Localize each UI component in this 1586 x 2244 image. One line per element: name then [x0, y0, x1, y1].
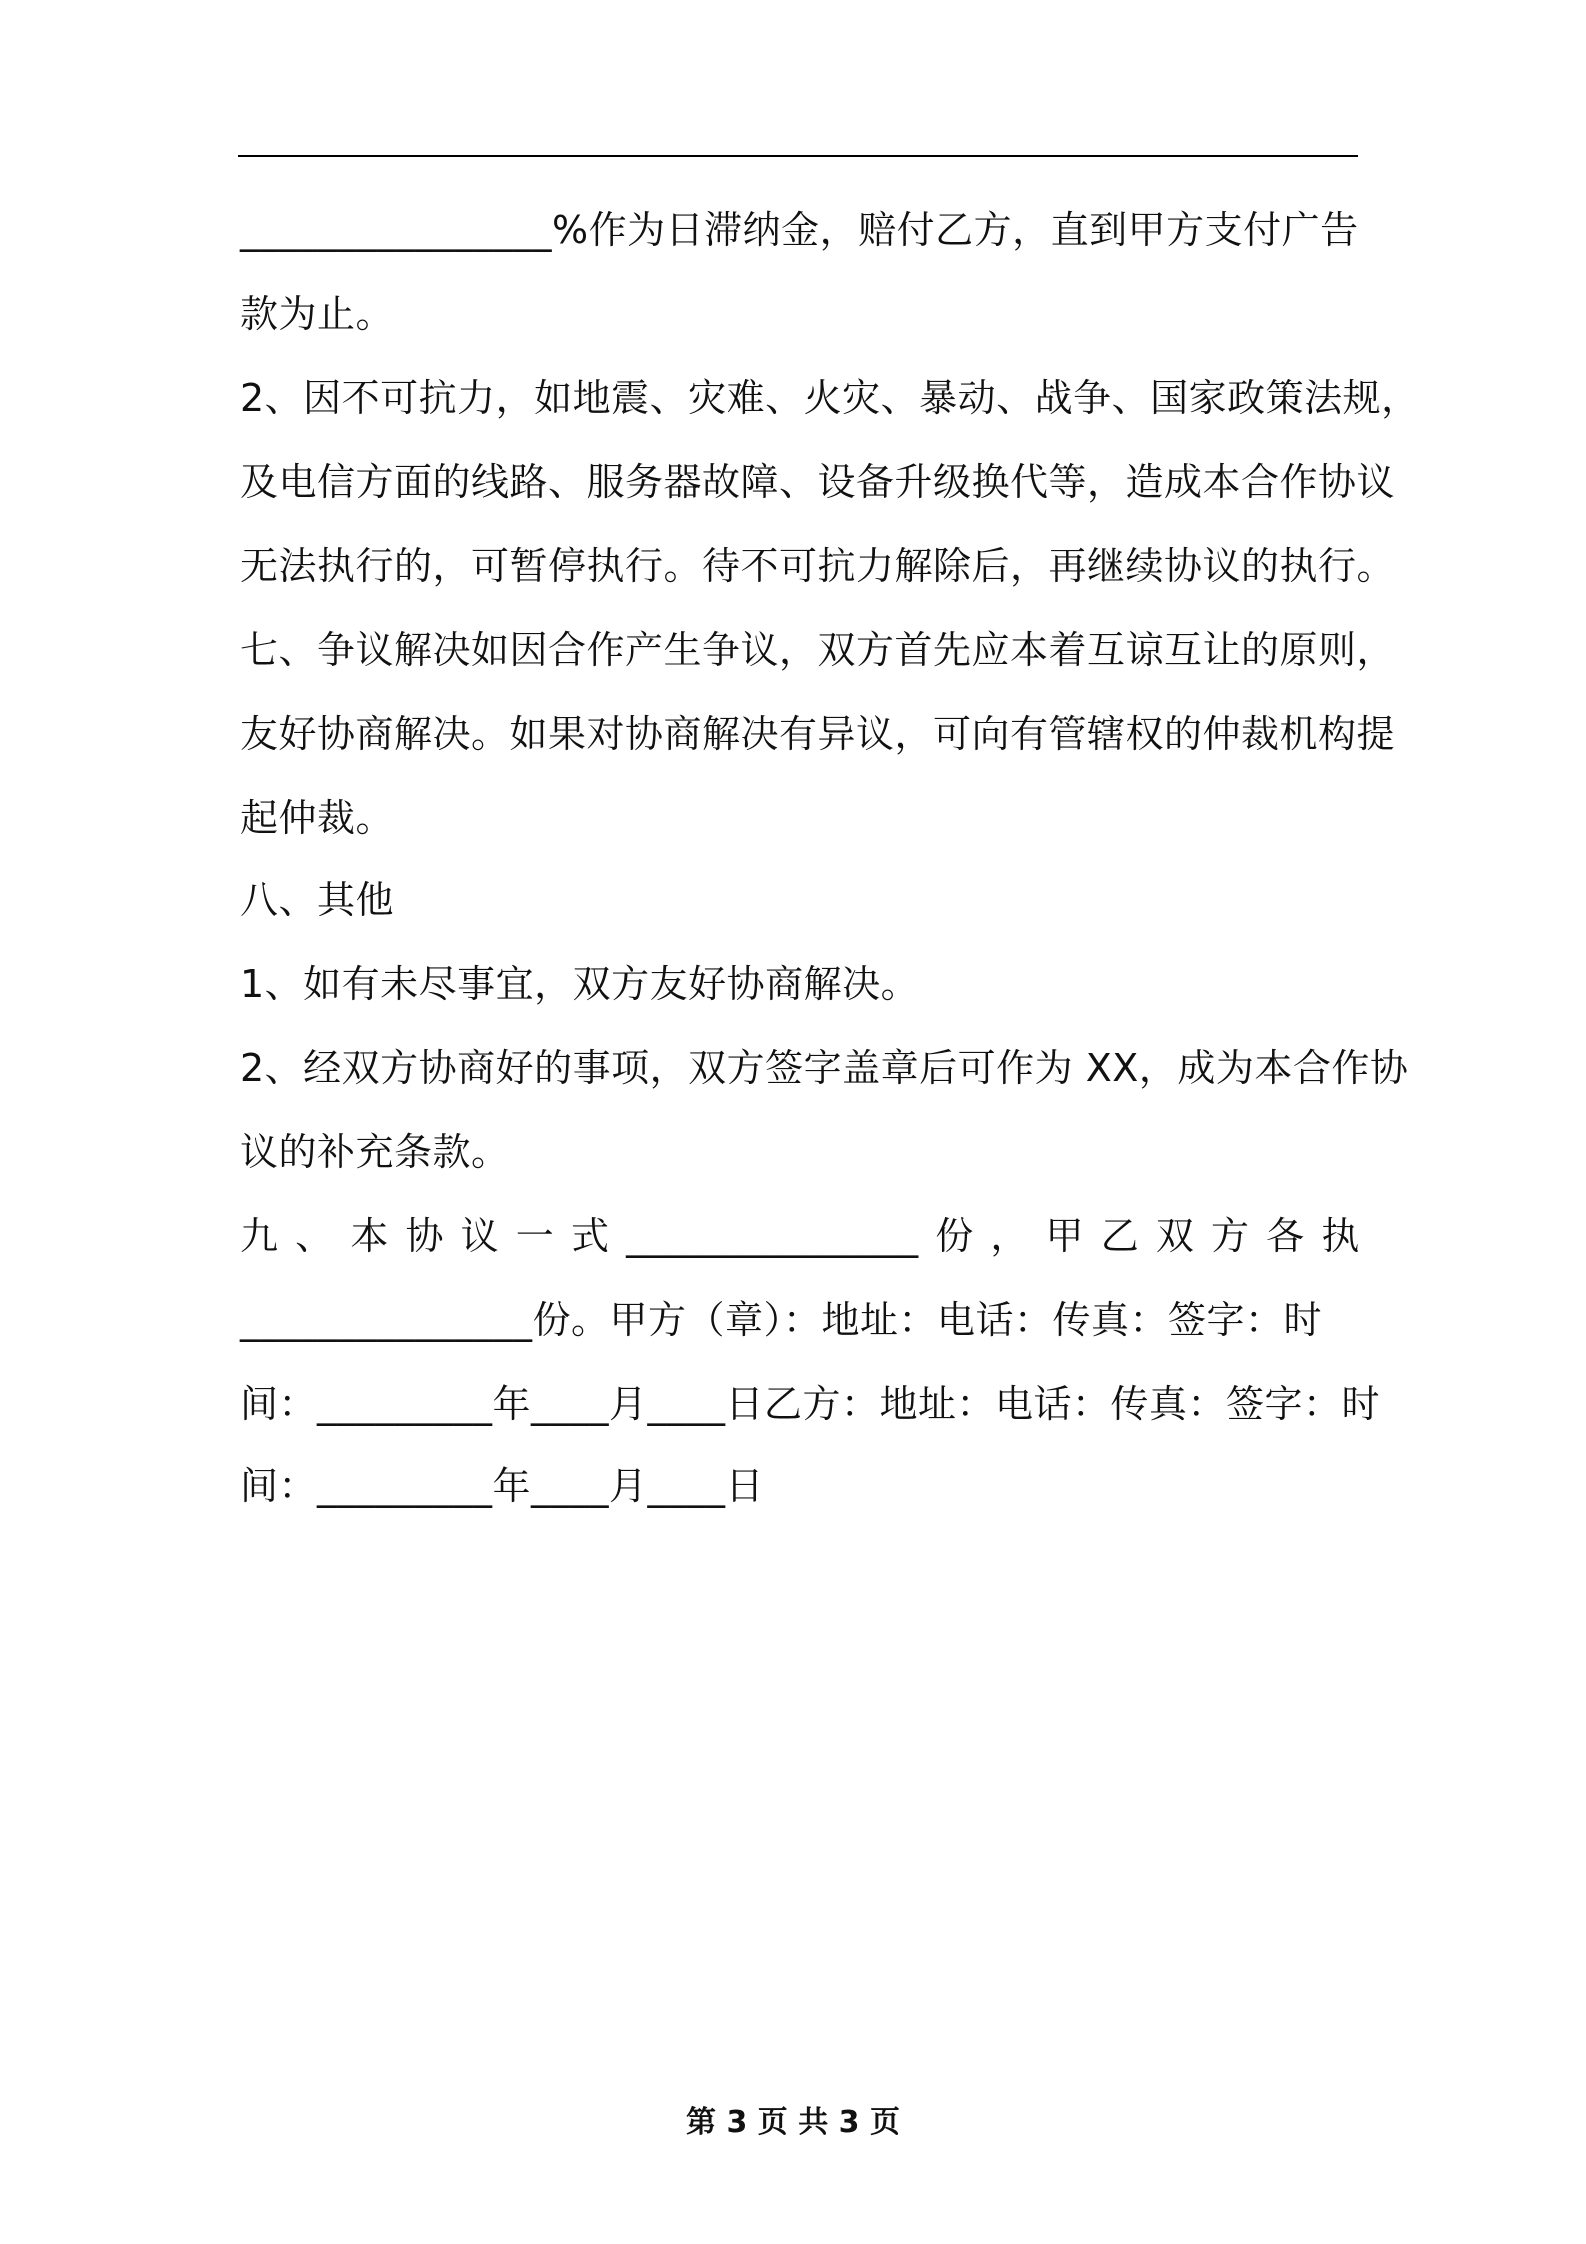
- clause9-line-2: _______________份。甲方（章）：地址：电话：传真：签字：时: [240, 1298, 1323, 1342]
- page-number: 第 3 页 共 3 页: [686, 2105, 900, 2140]
- clause9-token: 九: [240, 1214, 279, 1258]
- clause9-token: 各: [1266, 1214, 1305, 1258]
- clause9-line-4: 间：_________年____月____日: [240, 1464, 765, 1508]
- clause9-token: 方: [1211, 1214, 1250, 1258]
- text-line-12: 议的补充条款。: [240, 1130, 510, 1174]
- text-line-3: 2、因不可抗力，如地震、灾难、火灾、暴动、战争、国家政策法规，: [240, 376, 1420, 420]
- clause9-token: 式: [570, 1214, 610, 1258]
- text-line-4: 及电信方面的线路、服务器故障、设备升级换代等，造成本合作协议: [240, 460, 1396, 504]
- clause9-blank: _______________: [626, 1214, 919, 1258]
- header-rule: [238, 155, 1358, 157]
- clause9-token: 本: [350, 1214, 389, 1258]
- clause9-token: 份: [935, 1214, 974, 1258]
- text-line-1: ________________%作为日滞纳金，赔付乙方，直到甲方支付广告: [240, 208, 1359, 252]
- clause9-token: 乙: [1100, 1214, 1140, 1258]
- clause9-token: 一: [515, 1214, 555, 1258]
- clause9-token: 甲: [1045, 1214, 1085, 1258]
- text-line-11: 2、经双方协商好的事项，双方签字盖章后可作为 XX，成为本合作协: [240, 1046, 1409, 1090]
- clause9-token: 双: [1155, 1214, 1195, 1258]
- clause9-line-3: 间：_________年____月____日乙方：地址：电话：传真：签字：时: [240, 1382, 1381, 1426]
- clause9-token: 议: [460, 1214, 500, 1258]
- text-line-6: 七、争议解决如因合作产生争议，双方首先应本着互谅互让的原则，: [240, 628, 1396, 672]
- clause9-line-1: [240, 1212, 1360, 1260]
- text-line-8: 起仲裁。: [240, 796, 395, 840]
- text-line-10: 1、如有未尽事宜，双方友好协商解决。: [240, 962, 920, 1006]
- text-line-5: 无法执行的，可暂停执行。待不可抗力解除后，再继续协议的执行。: [240, 544, 1396, 588]
- clause9-token: ，: [990, 1214, 1029, 1258]
- text-line-2: 款为止。: [240, 292, 395, 336]
- clause9-token: 执: [1321, 1214, 1360, 1258]
- text-line-7: 友好协商解决。如果对协商解决有异议，可向有管辖权的仲裁机构提: [240, 712, 1396, 756]
- section-heading-other: 八、其他: [240, 878, 395, 922]
- clause9-token: 、: [295, 1214, 334, 1258]
- clause9-token: 协: [405, 1214, 444, 1258]
